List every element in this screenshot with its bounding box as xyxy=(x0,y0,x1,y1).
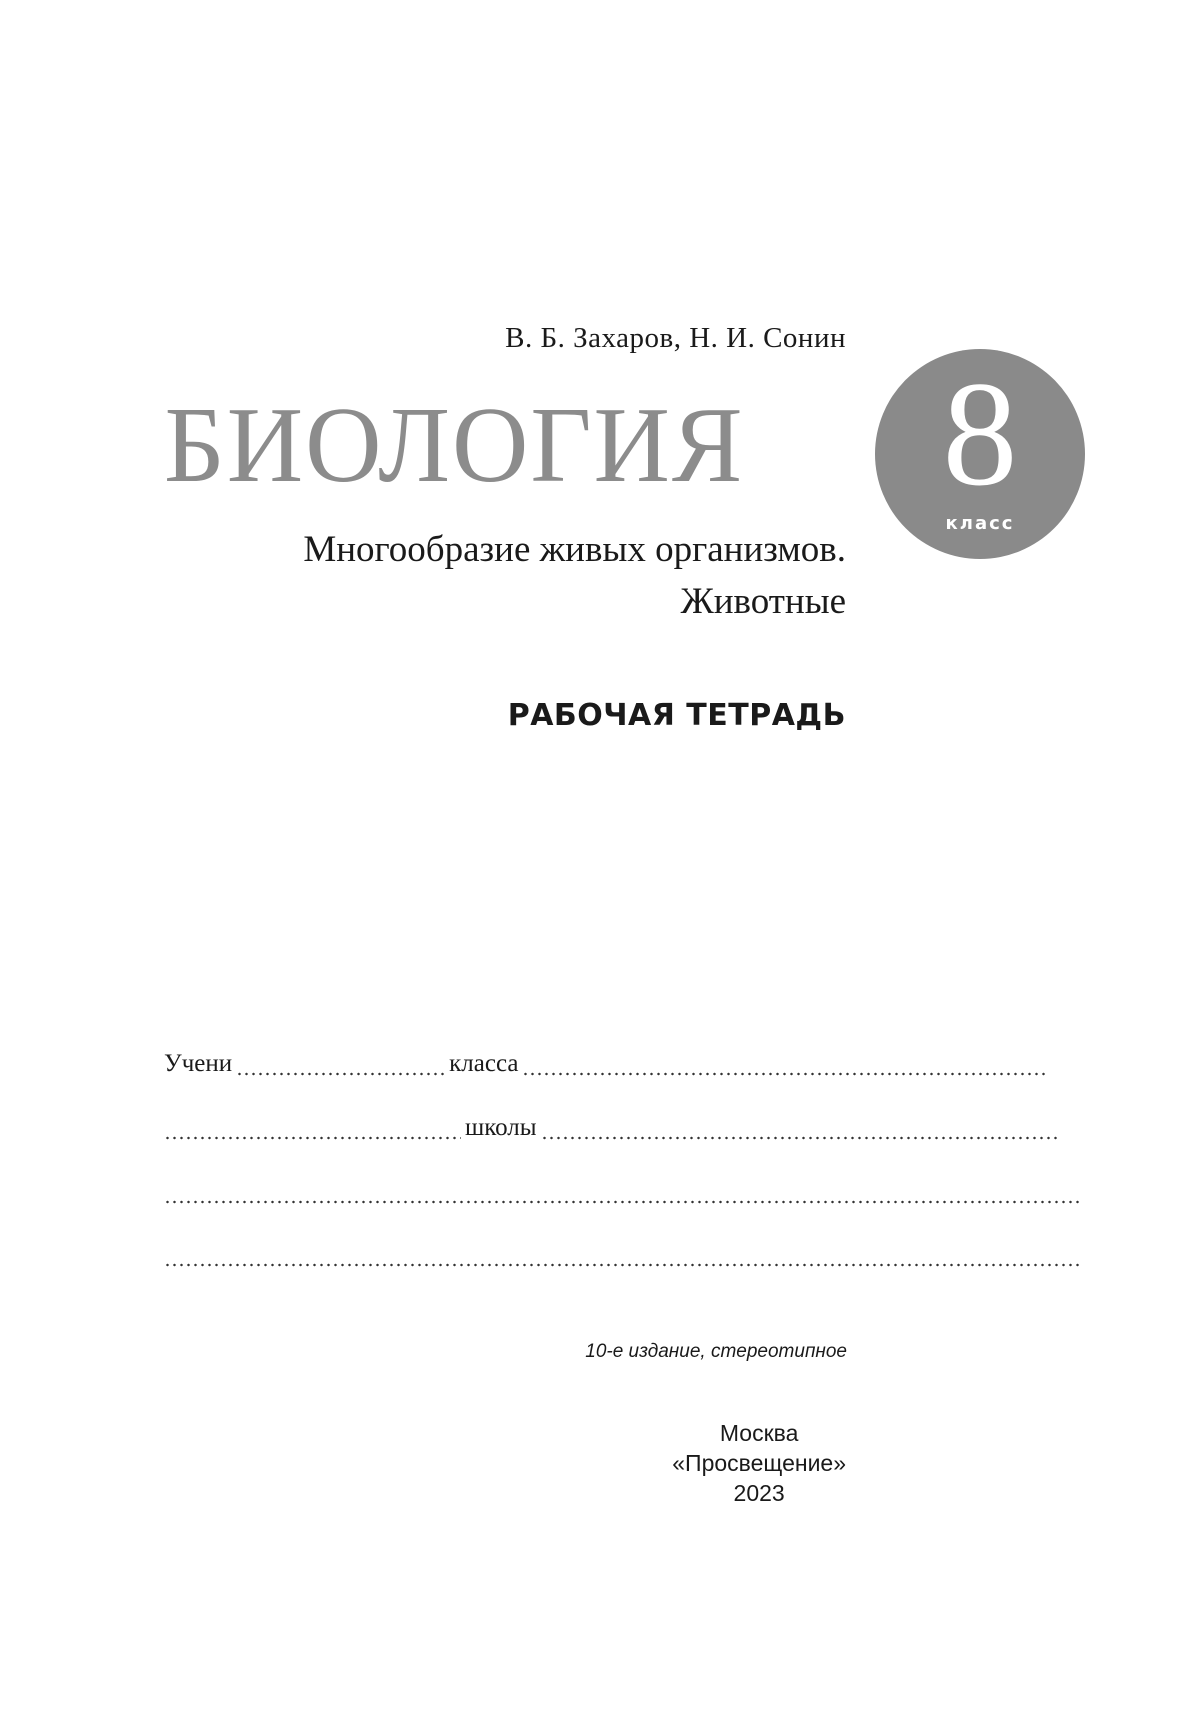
publisher-year: 2023 xyxy=(733,1480,785,1506)
school-number-blank[interactable] xyxy=(164,1120,461,1140)
grade-number: 8 xyxy=(942,351,1018,517)
school-name-blank[interactable] xyxy=(541,1120,1061,1140)
grade-badge xyxy=(875,349,1085,559)
name-blank-2[interactable] xyxy=(164,1247,1080,1267)
publisher-name: «Просвещение» xyxy=(672,1450,846,1476)
workbook-label: РАБОЧАЯ ТЕТРАДЬ xyxy=(507,698,846,733)
student-label: Учени xyxy=(164,1050,233,1077)
publisher-block xyxy=(672,1418,846,1508)
book-title: БИОЛОГИЯ xyxy=(164,386,745,505)
class-blank[interactable] xyxy=(522,1056,1048,1076)
name-blank-1[interactable] xyxy=(164,1184,1080,1204)
student-blank[interactable] xyxy=(236,1056,445,1076)
edition-note: 10-е издание, стереотипное xyxy=(585,1341,847,1362)
form-line-school xyxy=(164,1110,1080,1146)
form-line-name-2 xyxy=(164,1237,1080,1273)
subtitle-line-1: Многообразие живых организмов. xyxy=(303,529,846,570)
subtitle-line-2: Животные xyxy=(680,581,846,622)
school-label: школы xyxy=(465,1114,537,1141)
form-line-name-1 xyxy=(164,1174,1080,1210)
class-label: класса xyxy=(449,1050,519,1077)
grade-label: класс xyxy=(945,513,1015,534)
book-subtitle xyxy=(303,524,846,628)
authors: В. Б. Захаров, Н. И. Сонин xyxy=(505,322,846,354)
form-line-student xyxy=(164,1046,1080,1082)
publisher-city: Москва xyxy=(719,1420,799,1446)
